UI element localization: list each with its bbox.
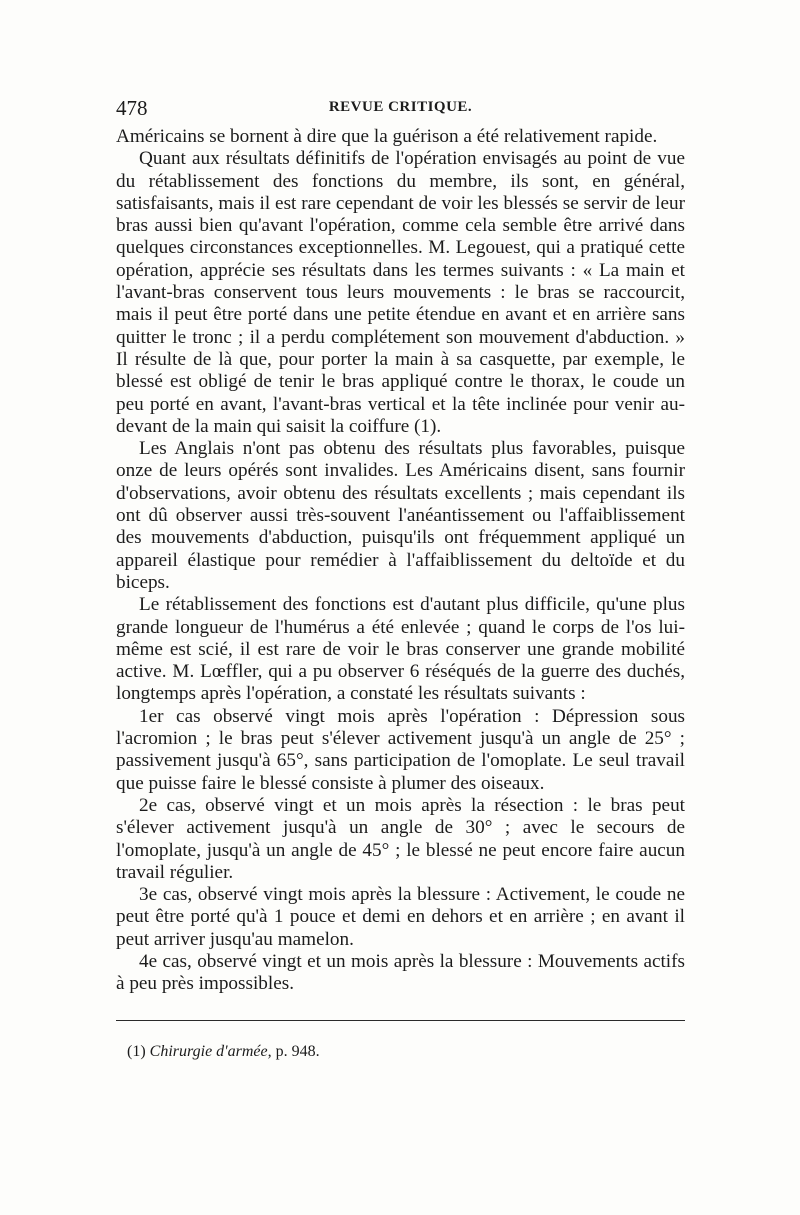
footnote-rule [116,1020,685,1021]
body-text [116,126,685,996]
footnote-page-ref: p. 948. [275,1042,320,1060]
running-head [116,96,685,126]
paragraph-function-recovery: Le rétablissement des fonctions est d'autant plus difficile, qu'une plus grande longueur de l'humérus a été enlevée ; quand le corps de l'os lui-même est scié, il est rare de voir le bras conserver une grande mobilité active. M. Lœffler, qui a pu observer 6 réséqués de la guerre des duchés, longtemps après l'opération, a constaté les résultats suivants : [116,594,685,705]
paragraph-results: Quant aux résultats définitifs de l'opération envisagés au point de vue du rétablissement des fonctions du membre, ils sont, en général, satisfaisants, mais il est rare cependant de voir les blessés se servir de leur bras aussi bien qu'avant l'opération, comme cela semble être arrivé dans quelques circonstances exceptionnelles. M. Legouest, qui a pratiqué cette opération, apprécie ses résultats dans les termes suivants : « La main et l'avant-bras conservent tous leurs mouvements : le bras se raccourcit, mais il peut être porté dans une petite étendue en avant et en arrière sans quitter le tronc ; il a perdu complétement son mouvement d'abduction. » Il résulte de là que, pour porter la main à sa casquette, par exemple, le blessé est obligé de tenir le bras appliqué contre le thorax, le coude un peu porté en avant, l'avant-bras vertical et la tête inclinée pour venir au-devant de la main qui saisit la coiffure (1). [116,148,685,437]
paragraph-continuation: Américains se bornent à dire que la guérison a été relativement rapide. [116,126,658,147]
paragraph-case-3: 3e cas, observé vingt mois après la blessure : Activement, le coude ne peut être porté qu'à 1 pouce et demi en dehors et en arrière ; en avant il peut arriver jusqu'au mamelon. [116,884,685,950]
paragraph-english-american: Les Anglais n'ont pas obtenu des résultats plus favorables, puisque onze de leurs opérés sont invalides. Les Américains disent, sans fournir d'observations, avoir obtenu des résultats excellents ; mais cependant ils ont dû observer aussi très-souvent l'anéantissement ou l'affaiblissement des mouvements d'abduction, puisqu'ils ont fréquemment appliqué un appareil élastique pour remédier à l'affaiblissement du deltoïde et du biceps. [116,438,685,593]
footnote-marker: (1) [127,1042,146,1060]
paragraph-case-1: 1er cas observé vingt mois après l'opération : Dépression sous l'acromion ; le bras peut s'élever activement jusqu'à un angle de 25° ; passivement jusqu'à 65°, sans participation de l'omoplate. Le seul travail que puisse faire le blessé consiste à plumer des oiseaux. [116,705,685,794]
paragraph-case-2: 2e cas, observé vingt et un mois après la résection : le bras peut s'élever activement jusqu'à un angle de 30° ; avec le secours de l'omoplate, jusqu'à un angle de 45° ; le blessé ne peut encore faire aucun travail régulier. [116,794,685,883]
page-number: 478 [116,96,148,120]
journal-title: REVUE CRITIQUE. [328,99,473,115]
paragraph-case-4: 4e cas, observé vingt et un mois après la blessure : Mouvements actifs à peu près impossibles. [116,950,685,995]
footnote [116,1043,685,1061]
footnote-title: Chirurgie d'armée, [149,1042,272,1060]
